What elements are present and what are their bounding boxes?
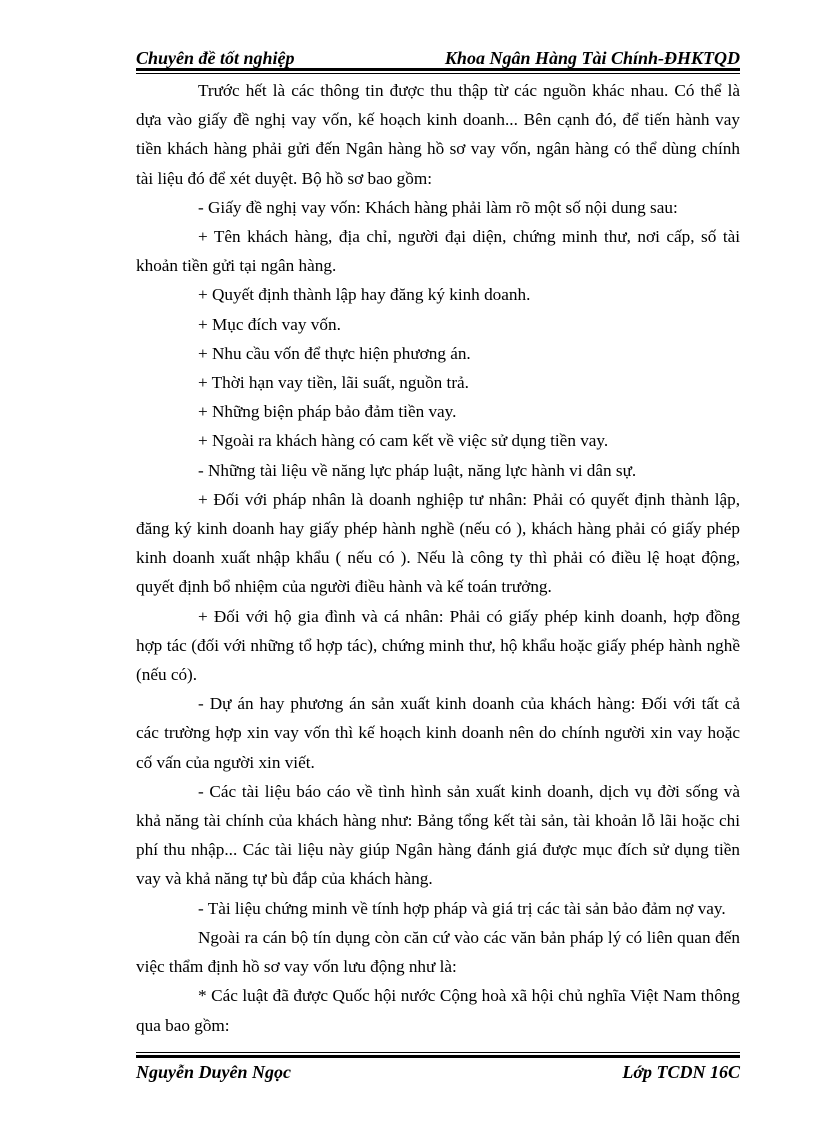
footer-author: Nguyễn Duyên Ngọc bbox=[136, 1062, 291, 1082]
paragraph: - Những tài liệu về năng lực pháp luật, năng lực hành vi dân sự. bbox=[198, 460, 637, 480]
paragraph: + Đối với hộ gia đình và cá nhân: Phải có giấy phép kinh doanh, hợp đồng hợp tác (đối với những tổ hợp tác), chứng minh thư, hộ khẩu hoặc giấy phép hành nghề (nếu có). bbox=[136, 606, 740, 685]
paragraph: - Các tài liệu báo cáo về tình hình sản xuất kinh doanh, dịch vụ đời sống và khả năng tài chính của khách hàng như: Bảng tổng kết tài sản, tài khoản lỗ lãi hoặc chi phí thu nhập... Các tài liệu này giúp Ngân hàng đánh giá được mục đích sử dụng tiền vay và khả năng tự bù đắp của khách hàng. bbox=[136, 781, 740, 889]
footer-class: Lớp TCDN 16C bbox=[622, 1062, 740, 1082]
paragraph: Trước hết là các thông tin được thu thập từ các nguồn khác nhau. Có thể là dựa vào giấy đề nghị vay vốn, kế hoạch kinh doanh... Bên cạnh đó, để tiến hành vay tiền khách hàng phải gửi đến Ngân hàng hồ sơ vay vốn, ngân hàng có thể dùng chính tài liệu đó để xét duyệt. Bộ hồ sơ bao gồm: bbox=[136, 81, 740, 188]
footer-rule bbox=[136, 1055, 740, 1058]
paragraph: + Quyết định thành lập hay đăng ký kinh doanh. bbox=[198, 285, 531, 305]
paragraph: - Dự án hay phương án sản xuất kinh doanh của khách hàng: Đối với tất cả các trường hợp xin vay vốn thì kế hoạch kinh doanh nên do chính người xin vay hoặc cố vấn của người xin viết. bbox=[136, 694, 740, 772]
body-text bbox=[136, 76, 740, 1040]
paragraph: + Ngoài ra khách hàng có cam kết về việc sử dụng tiền vay. bbox=[198, 431, 609, 451]
page-footer bbox=[136, 1060, 740, 1086]
footer-rule-thin bbox=[136, 1052, 740, 1053]
paragraph: - Giấy đề nghị vay vốn: Khách hàng phải làm rõ một số nội dung sau: bbox=[198, 197, 678, 217]
paragraph: Ngoài ra cán bộ tín dụng còn căn cứ vào các văn bản pháp lý có liên quan đến việc thẩm định hồ sơ vay vốn lưu động như là: bbox=[136, 927, 740, 977]
paragraph: - Tài liệu chứng minh về tính hợp pháp và giá trị các tài sản bảo đảm nợ vay. bbox=[198, 898, 726, 918]
header-rule bbox=[136, 68, 740, 71]
paragraph: + Thời hạn vay tiền, lãi suất, nguồn trả. bbox=[198, 373, 469, 393]
paragraph: + Tên khách hàng, địa chỉ, người đại diện, chứng minh thư, nơi cấp, số tài khoản tiền gửi tại ngân hàng. bbox=[136, 227, 740, 276]
paragraph: + Nhu cầu vốn để thực hiện phương án. bbox=[198, 343, 471, 363]
header-rule-thin bbox=[136, 73, 740, 74]
page-header bbox=[136, 44, 740, 70]
paragraph: + Mục đích vay vốn. bbox=[198, 314, 341, 334]
header-faculty: Khoa Ngân Hàng Tài Chính-ĐHKTQD bbox=[444, 48, 740, 68]
paragraph: + Đối với pháp nhân là doanh nghiệp tư nhân: Phải có quyết định thành lập, đăng ký kinh doanh hay giấy phép hành nghề (nếu có ), khách hàng phải có giấy phép kinh doanh xuất nhập khẩu ( nếu có ). Nếu là công ty thì phải có điều lệ hoạt động, quyết định bổ nhiệm của người điều hành và kế toán trưởng. bbox=[136, 489, 740, 597]
header-thesis-title: Chuyên đề tốt nghiệp bbox=[136, 48, 295, 68]
paragraph: + Những biện pháp bảo đảm tiền vay. bbox=[198, 402, 457, 422]
paragraph: * Các luật đã được Quốc hội nước Cộng hoà xã hội chủ nghĩa Việt Nam thông qua bao gồm: bbox=[136, 986, 740, 1035]
